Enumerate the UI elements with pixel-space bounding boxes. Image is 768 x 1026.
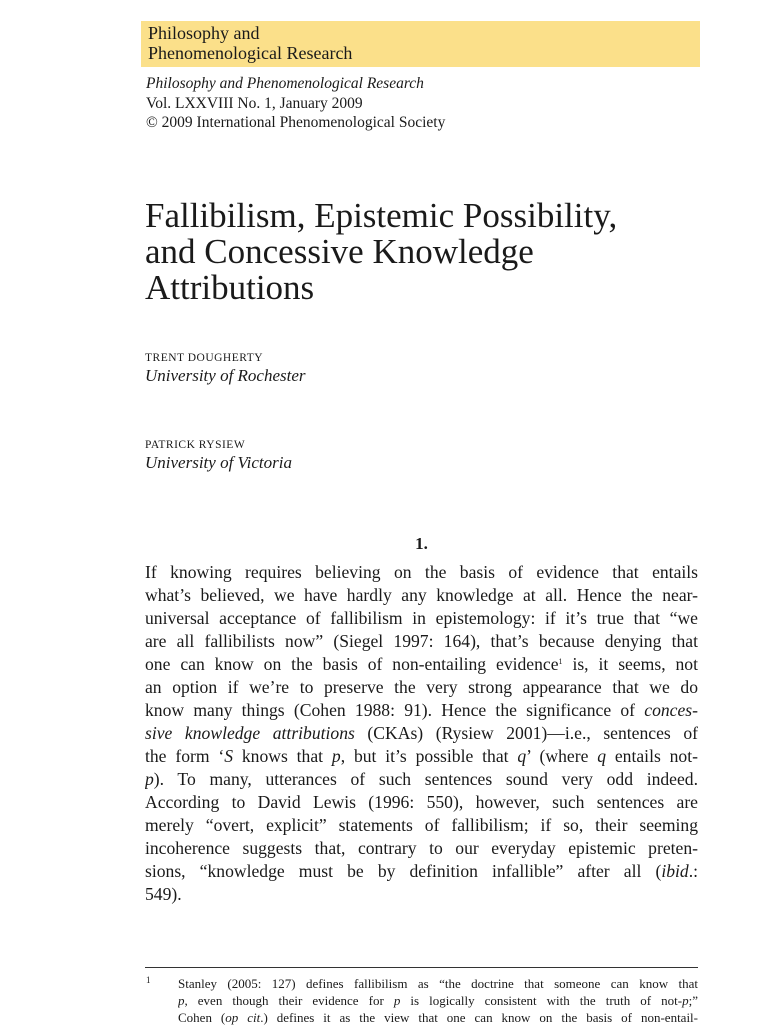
body-line: know many things (Cohen 1988: 91). Hence the significance of conces- [145,700,698,720]
footnote [178,975,698,1026]
body-line: are all fallibilists now” (Siegel 1997: 164), that’s because denying that [145,631,698,651]
author-name: PATRICK RYSIEW [145,439,246,451]
author-affiliation: University of Victoria [145,453,292,472]
title-line-1: Fallibilism, Epistemic Possibility, [145,196,618,235]
body-line: If knowing requires believing on the basis of evidence that entails [145,562,698,582]
body-line: sive knowledge attributions (CKAs) (Rysiew 2001)—i.e., sentences of [145,723,698,743]
body-line: 549). [145,884,182,904]
body-line: sions, “knowledge must be by definition infallible” after all (ibid.: [145,861,698,881]
title-line-3: Attributions [145,268,315,307]
journal-banner [141,21,700,67]
footnote-divider [145,967,698,968]
banner-line-2: Phenomenological Research [148,43,353,63]
banner-line-1: Philosophy and [148,23,260,43]
footnote-reference[interactable]: 1 [558,657,563,666]
section-number: 1. [415,534,428,553]
body-line: p). To many, utterances of such sentences sound very odd indeed. [145,769,698,789]
body-line: the form ‘S knows that p, but it’s possible that q’ (where q entails not- [145,746,698,766]
author-block-2 [145,438,292,474]
footnote-mark: 1 [146,975,151,985]
footnote-line: p, even though their evidence for p is logically consistent with the truth of not-p;” [178,993,698,1008]
journal-logo-text [148,23,352,63]
body-line: merely “overt, explicit” statements of fallibilism; if so, their seeming [145,815,698,835]
body-paragraph [145,561,698,906]
article-title [145,198,705,306]
body-line: incoherence suggests that, contrary to our everyday epistemic preten- [145,838,698,858]
title-line-2: and Concessive Knowledge [145,232,534,271]
body-line: one can know on the basis of non-entailing evidence$^1$ is, it seems, not [145,654,698,674]
author-block-1 [145,351,306,387]
footnote-line: Cohen (op cit.) defines it as the view that one can know on the basis of non-entail- [178,1010,698,1025]
body-line: According to David Lewis (1996: 550), however, such sentences are [145,792,698,812]
author-name: TRENT DOUGHERTY [145,352,264,364]
journal-copyright: © 2009 International Phenomenological Society [146,114,446,131]
journal-meta [146,74,445,133]
body-line: what’s believed, we have hardly any knowledge at all. Hence the near- [145,585,698,605]
journal-volume: Vol. LXXVIII No. 1, January 2009 [146,94,363,112]
journal-name: Philosophy and Phenomenological Research [146,75,424,92]
author-affiliation: University of Rochester [145,366,306,385]
body-line: an option if we’re to preserve the very strong appearance that we do [145,677,698,697]
body-line: universal acceptance of fallibilism in epistemology: if it’s true that “we [145,608,698,628]
footnote-line: Stanley (2005: 127) defines fallibilism as “the doctrine that someone can know that [178,976,698,991]
